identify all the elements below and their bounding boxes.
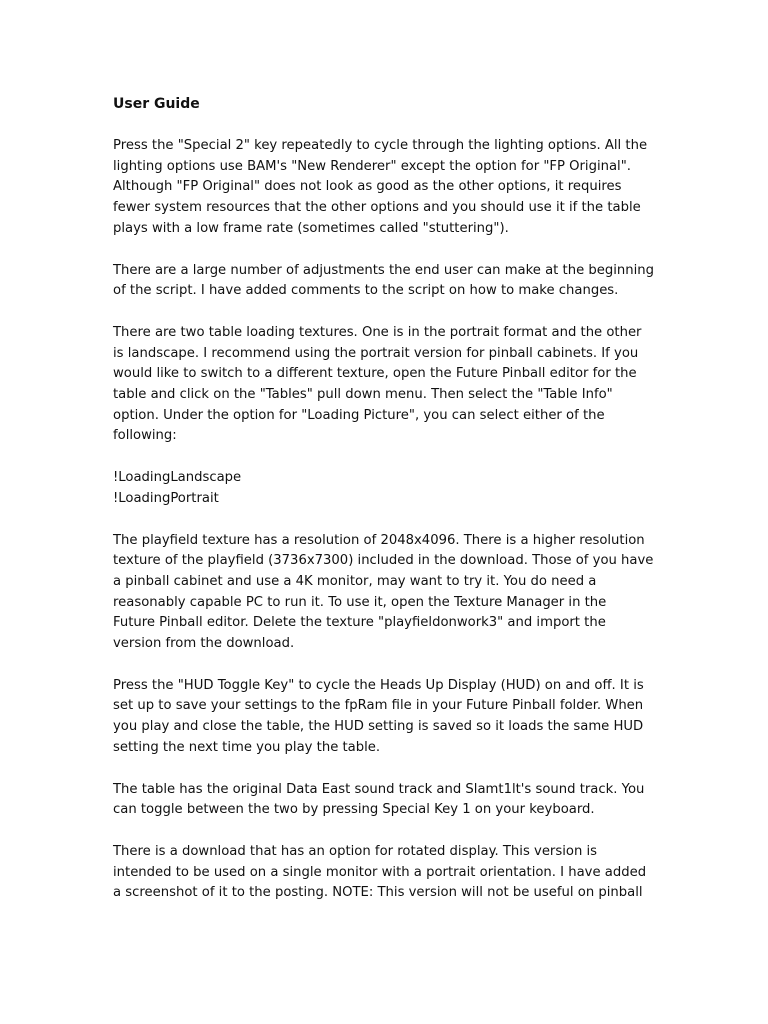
text-line: setting the next time you play the table. <box>113 739 381 755</box>
text-line: !LoadingLandscape <box>113 470 242 486</box>
text-line: reasonably capable PC to run it. To use it, open the Texture Manager in the <box>113 594 607 610</box>
text-line: Press the "Special 2" key repeatedly to cycle through the lighting options. All the <box>113 138 648 153</box>
document-title: User Guide <box>113 96 200 112</box>
text-line: !LoadingPortrait <box>113 490 219 506</box>
paragraph-loading-textures <box>113 323 658 447</box>
text-line: texture of the playfield (3736x7300) included in the download. Those of you have <box>113 553 654 569</box>
text-line: intended to be used on a single monitor with a portrait orientation. I have added <box>113 864 647 880</box>
text-line: following: <box>113 428 177 444</box>
text-line: is landscape. I recommend using the portrait version for pinball cabinets. If you <box>113 345 639 361</box>
text-line: version from the download. <box>113 636 295 652</box>
text-line: There is a download that has an option for rotated display. This version is <box>113 843 598 859</box>
text-line: you play and close the table, the HUD setting is saved so it loads the same HUD <box>113 719 644 735</box>
text-line: There are two table loading textures. One is in the portrait format and the other <box>113 324 642 340</box>
text-line: set up to save your settings to the fpRam file in your Future Pinball folder. When <box>113 698 644 714</box>
text-line: The table has the original Data East sound track and Slamt1lt's sound track. You <box>113 781 645 797</box>
text-line: There are a large number of adjustments the end user can make at the beginning <box>113 262 655 278</box>
text-line: Although "FP Original" does not look as good as the other options, it requires <box>113 179 622 195</box>
text-line: Press the "HUD Toggle Key" to cycle the Heads Up Display (HUD) on and off. It is <box>113 677 644 693</box>
paragraph-rotated-display <box>113 842 658 904</box>
paragraph-hud <box>113 676 658 759</box>
text-line: lighting options use BAM's "New Renderer" except the option for "FP Original". <box>113 158 631 174</box>
text-line: a pinball cabinet and use a 4K monitor, may want to try it. You do need a <box>113 573 597 589</box>
paragraph-lighting <box>113 136 658 240</box>
text-line: would like to switch to a different texture, open the Future Pinball editor for the <box>113 366 637 382</box>
text-line: can toggle between the two by pressing Special Key 1 on your keyboard. <box>113 802 595 818</box>
text-line: option. Under the option for "Loading Picture", you can select either of the <box>113 407 605 423</box>
text-line: Future Pinball editor. Delete the texture "playfieldonwork3" and import the <box>113 615 606 631</box>
text-line: The playfield texture has a resolution of 2048x4096. There is a higher resolution <box>113 532 645 548</box>
text-line: a screenshot of it to the posting. NOTE: This version will not be useful on pinball <box>113 885 643 901</box>
text-line: plays with a low frame rate (sometimes called "stuttering"). <box>113 220 509 236</box>
text-line: fewer system resources that the other options and you should use it if the table <box>113 200 641 216</box>
paragraph-sound-track <box>113 780 658 821</box>
paragraph-texture-names <box>113 468 658 509</box>
text-line: table and click on the "Tables" pull down menu. Then select the "Table Info" <box>113 387 613 403</box>
paragraph-adjustments <box>113 261 658 302</box>
paragraph-playfield-texture <box>113 531 658 655</box>
text-line: of the script. I have added comments to the script on how to make changes. <box>113 283 619 299</box>
document-page <box>113 94 658 925</box>
